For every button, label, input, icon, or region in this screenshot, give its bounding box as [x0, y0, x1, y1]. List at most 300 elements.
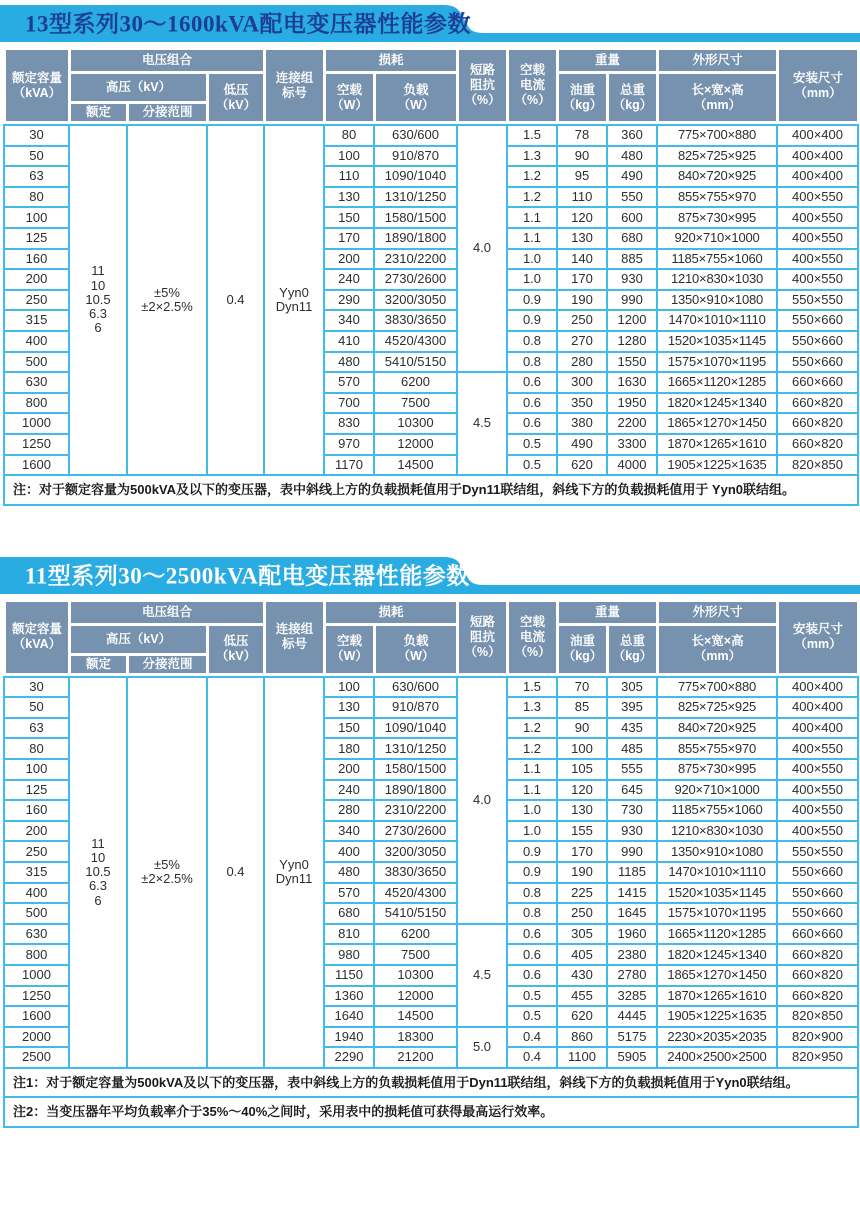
cell-conn: Yyn0 Dyn11 [264, 125, 324, 475]
header-voltage-combo: 电压组合 [70, 600, 265, 624]
cell-total: 680 [607, 228, 657, 249]
cell-load: 630/600 [374, 125, 457, 146]
cell-total: 2780 [607, 965, 657, 986]
cell-total: 1630 [607, 372, 657, 393]
cell-load: 7500 [374, 393, 457, 414]
cell-load: 6200 [374, 372, 457, 393]
cell-dims: 1865×1270×1450 [657, 965, 777, 986]
cell-current: 1.0 [507, 249, 557, 270]
cell-noload: 100 [324, 677, 374, 698]
cell-noload: 680 [324, 903, 374, 924]
cell-mount: 400×550 [777, 207, 858, 228]
cell-current: 0.6 [507, 965, 557, 986]
cell-oil: 225 [557, 883, 607, 904]
banner-13-series [0, 5, 860, 42]
header-load: 负载 （W） [375, 73, 458, 123]
cell-dims: 875×730×995 [657, 759, 777, 780]
cell-total: 885 [607, 249, 657, 270]
cell-kva: 630 [4, 372, 69, 393]
cell-kva: 315 [4, 310, 69, 331]
cell-noload: 280 [324, 800, 374, 821]
cell-load: 5410/5150 [374, 352, 457, 373]
cell-noload: 1640 [324, 1006, 374, 1027]
cell-tap: ±5% ±2×2.5% [127, 677, 207, 1068]
cell-total: 2200 [607, 413, 657, 434]
cell-kva: 315 [4, 862, 69, 883]
cell-dims: 1865×1270×1450 [657, 413, 777, 434]
cell-load: 910/870 [374, 697, 457, 718]
cell-kva: 160 [4, 249, 69, 270]
cell-dims: 775×700×880 [657, 125, 777, 146]
cell-load: 3200/3050 [374, 841, 457, 862]
cell-kva: 50 [4, 146, 69, 167]
cell-oil: 120 [557, 207, 607, 228]
cell-load: 3200/3050 [374, 290, 457, 311]
header-connection: 连接组 标号 [265, 49, 325, 123]
cell-kva: 50 [4, 697, 69, 718]
cell-load: 910/870 [374, 146, 457, 167]
cell-load: 14500 [374, 1006, 457, 1027]
cell-mount: 820×850 [777, 455, 858, 476]
cell-noload: 570 [324, 372, 374, 393]
table-section-13-series [0, 5, 860, 506]
cell-dims: 1520×1035×1145 [657, 331, 777, 352]
cell-current: 0.9 [507, 310, 557, 331]
cell-total: 550 [607, 187, 657, 208]
cell-noload: 340 [324, 310, 374, 331]
cell-noload: 480 [324, 862, 374, 883]
cell-mount: 660×820 [777, 393, 858, 414]
cell-noload: 410 [324, 331, 374, 352]
cell-kva: 30 [4, 677, 69, 698]
cell-load: 6200 [374, 924, 457, 945]
cell-total: 5905 [607, 1047, 657, 1068]
cell-kva: 160 [4, 800, 69, 821]
cell-current: 1.2 [507, 718, 557, 739]
cell-lv: 0.4 [207, 677, 264, 1068]
header-total: 总重 （kg） [608, 73, 658, 123]
cell-kva: 80 [4, 187, 69, 208]
cell-load: 630/600 [374, 677, 457, 698]
header-total: 总重 （kg） [608, 624, 658, 674]
cell-noload: 180 [324, 738, 374, 759]
cell-load: 1580/1500 [374, 759, 457, 780]
table-note: 注：对于额定容量为500kVA及以下的变压器，表中斜线上方的负载损耗值用于Dyn11联结组，斜线下方的负载损耗值用于 Yyn0联结组。 [4, 475, 858, 505]
cell-kva: 125 [4, 228, 69, 249]
cell-dims: 825×725×925 [657, 146, 777, 167]
cell-noload: 240 [324, 780, 374, 801]
cell-mount: 550×660 [777, 310, 858, 331]
cell-total: 3300 [607, 434, 657, 455]
cell-current: 0.5 [507, 986, 557, 1007]
cell-oil: 78 [557, 125, 607, 146]
cell-load: 7500 [374, 944, 457, 965]
cell-noload: 970 [324, 434, 374, 455]
cell-current: 1.2 [507, 166, 557, 187]
cell-oil: 110 [557, 187, 607, 208]
cell-load: 1310/1250 [374, 187, 457, 208]
cell-conn: Yyn0 Dyn11 [264, 677, 324, 1068]
cell-kva: 200 [4, 821, 69, 842]
cell-mount: 400×400 [777, 677, 858, 698]
cell-mount: 660×820 [777, 944, 858, 965]
cell-kva: 400 [4, 331, 69, 352]
cell-current: 0.8 [507, 331, 557, 352]
header-capacity: 额定容量 （kVA） [5, 49, 70, 123]
cell-noload: 150 [324, 718, 374, 739]
cell-oil: 270 [557, 331, 607, 352]
cell-mount: 400×550 [777, 187, 858, 208]
cell-current: 1.0 [507, 821, 557, 842]
cell-noload: 830 [324, 413, 374, 434]
cell-current: 0.8 [507, 903, 557, 924]
cell-kva: 400 [4, 883, 69, 904]
cell-load: 4520/4300 [374, 883, 457, 904]
cell-load: 1310/1250 [374, 738, 457, 759]
cell-mount: 400×550 [777, 759, 858, 780]
cell-load: 1090/1040 [374, 718, 457, 739]
cell-total: 1645 [607, 903, 657, 924]
cell-mount: 400×400 [777, 125, 858, 146]
cell-load: 2730/2600 [374, 821, 457, 842]
cell-load: 4520/4300 [374, 331, 457, 352]
note-row [4, 1068, 858, 1098]
cell-kva: 630 [4, 924, 69, 945]
cell-noload: 100 [324, 146, 374, 167]
cell-total: 645 [607, 780, 657, 801]
cell-oil: 90 [557, 146, 607, 167]
cell-current: 0.9 [507, 841, 557, 862]
cell-kva: 1000 [4, 413, 69, 434]
cell-noload: 810 [324, 924, 374, 945]
banner-11-series [0, 557, 860, 594]
cell-total: 1960 [607, 924, 657, 945]
note-row [4, 475, 858, 505]
cell-kva: 1250 [4, 434, 69, 455]
header-noload-current: 空载 电流 （%） [508, 600, 558, 674]
cell-mount: 820×900 [777, 1027, 858, 1048]
cell-noload: 1360 [324, 986, 374, 1007]
cell-oil: 70 [557, 677, 607, 698]
cell-dims: 1470×1010×1110 [657, 862, 777, 883]
cell-dims: 1870×1265×1610 [657, 434, 777, 455]
cell-total: 360 [607, 125, 657, 146]
cell-mount: 660×820 [777, 434, 858, 455]
cell-current: 0.4 [507, 1027, 557, 1048]
header-voltage-combo: 电压组合 [70, 49, 265, 73]
cell-noload: 80 [324, 125, 374, 146]
cell-dims: 775×700×880 [657, 677, 777, 698]
cell-total: 990 [607, 841, 657, 862]
cell-mount: 550×550 [777, 841, 858, 862]
cell-oil: 620 [557, 455, 607, 476]
cell-oil: 100 [557, 738, 607, 759]
header-hv-tap: 分接范围 [128, 103, 208, 123]
cell-total: 730 [607, 800, 657, 821]
cell-dims: 1210×830×1030 [657, 821, 777, 842]
cell-dims: 1665×1120×1285 [657, 924, 777, 945]
cell-current: 1.2 [507, 738, 557, 759]
cell-total: 3285 [607, 986, 657, 1007]
cell-load: 2730/2600 [374, 269, 457, 290]
cell-oil: 190 [557, 290, 607, 311]
header-hv-tap: 分接范围 [128, 654, 208, 674]
cell-total: 485 [607, 738, 657, 759]
cell-current: 0.6 [507, 944, 557, 965]
header-mount: 安装尺寸 （mm） [778, 600, 859, 674]
cell-total: 1185 [607, 862, 657, 883]
table-section-11-series [0, 557, 860, 1128]
cell-current: 0.9 [507, 290, 557, 311]
header-noload-current: 空载 电流 （%） [508, 49, 558, 123]
cell-total: 4445 [607, 1006, 657, 1027]
cell-oil: 620 [557, 1006, 607, 1027]
cell-mount: 400×550 [777, 249, 858, 270]
cell-oil: 130 [557, 228, 607, 249]
header-loss: 损耗 [325, 600, 458, 624]
table-row [4, 677, 858, 698]
cell-oil: 305 [557, 924, 607, 945]
cell-mount: 550×660 [777, 903, 858, 924]
cell-oil: 170 [557, 269, 607, 290]
cell-total: 4000 [607, 455, 657, 476]
cell-dims: 1905×1225×1635 [657, 455, 777, 476]
cell-noload: 700 [324, 393, 374, 414]
cell-load: 2310/2200 [374, 800, 457, 821]
cell-total: 600 [607, 207, 657, 228]
header-capacity: 额定容量 （kVA） [5, 600, 70, 674]
header-noload: 空载 （W） [325, 624, 375, 674]
cell-noload: 980 [324, 944, 374, 965]
table-title-13-series: 13型系列30～1600kVA配电变压器性能参数 [25, 11, 472, 37]
cell-kva: 1250 [4, 986, 69, 1007]
cell-kva: 250 [4, 290, 69, 311]
cell-oil: 155 [557, 821, 607, 842]
cell-load: 10300 [374, 413, 457, 434]
cell-dims: 1185×755×1060 [657, 249, 777, 270]
header-hv: 高压（kV） [70, 624, 208, 654]
cell-tap: ±5% ±2×2.5% [127, 125, 207, 475]
cell-mount: 550×660 [777, 331, 858, 352]
header-weight: 重量 [558, 600, 658, 624]
cell-oil: 490 [557, 434, 607, 455]
cell-mount: 820×950 [777, 1047, 858, 1068]
cell-noload: 200 [324, 249, 374, 270]
cell-noload: 170 [324, 228, 374, 249]
table-note: 注2：当变压器年平均负载率介于35%～40%之间时，采用表中的损耗值可获得最高运行效率。 [4, 1097, 858, 1127]
cell-mount: 400×550 [777, 228, 858, 249]
cell-mount: 400×550 [777, 738, 858, 759]
cell-noload: 1150 [324, 965, 374, 986]
cell-oil: 455 [557, 986, 607, 1007]
cell-oil: 1100 [557, 1047, 607, 1068]
cell-load: 1580/1500 [374, 207, 457, 228]
cell-oil: 860 [557, 1027, 607, 1048]
cell-dims: 1575×1070×1195 [657, 352, 777, 373]
cell-current: 0.6 [507, 413, 557, 434]
cell-oil: 350 [557, 393, 607, 414]
cell-kva: 1000 [4, 965, 69, 986]
cell-current: 1.3 [507, 146, 557, 167]
cell-impedance: 5.0 [457, 1027, 507, 1068]
cell-dims: 855×755×970 [657, 187, 777, 208]
cell-hv: 11 10 10.5 6.3 6 [69, 125, 127, 475]
header-lv: 低压（kV） [208, 73, 265, 123]
cell-mount: 550×660 [777, 883, 858, 904]
cell-oil: 280 [557, 352, 607, 373]
cell-kva: 800 [4, 393, 69, 414]
cell-load: 2310/2200 [374, 249, 457, 270]
cell-oil: 130 [557, 800, 607, 821]
cell-noload: 110 [324, 166, 374, 187]
cell-noload: 1170 [324, 455, 374, 476]
table-row [4, 125, 858, 146]
cell-current: 1.3 [507, 697, 557, 718]
cell-dims: 1350×910×1080 [657, 290, 777, 311]
cell-dims: 1820×1245×1340 [657, 393, 777, 414]
cell-oil: 140 [557, 249, 607, 270]
cell-oil: 85 [557, 697, 607, 718]
cell-noload: 150 [324, 207, 374, 228]
header-load: 负载 （W） [375, 624, 458, 674]
cell-current: 1.5 [507, 677, 557, 698]
cell-noload: 570 [324, 883, 374, 904]
cell-kva: 800 [4, 944, 69, 965]
cell-current: 1.5 [507, 125, 557, 146]
header-oil: 油重 （kg） [558, 73, 608, 123]
cell-total: 1950 [607, 393, 657, 414]
cell-oil: 430 [557, 965, 607, 986]
cell-dims: 920×710×1000 [657, 228, 777, 249]
cell-oil: 170 [557, 841, 607, 862]
cell-total: 990 [607, 290, 657, 311]
cell-current: 0.6 [507, 372, 557, 393]
cell-noload: 130 [324, 697, 374, 718]
cell-oil: 405 [557, 944, 607, 965]
cell-mount: 400×400 [777, 146, 858, 167]
cell-mount: 660×820 [777, 413, 858, 434]
cell-current: 0.8 [507, 883, 557, 904]
header-loss: 损耗 [325, 49, 458, 73]
cell-load: 21200 [374, 1047, 457, 1068]
note-row [4, 1097, 858, 1127]
header-mount: 安装尺寸 （mm） [778, 49, 859, 123]
cell-dims: 1870×1265×1610 [657, 986, 777, 1007]
cell-current: 0.5 [507, 1006, 557, 1027]
cell-oil: 380 [557, 413, 607, 434]
performance-table-13-header [3, 47, 860, 124]
cell-noload: 2290 [324, 1047, 374, 1068]
cell-kva: 250 [4, 841, 69, 862]
cell-mount: 550×660 [777, 352, 858, 373]
cell-current: 0.6 [507, 924, 557, 945]
cell-total: 435 [607, 718, 657, 739]
table-note: 注1：对于额定容量为500kVA及以下的变压器，表中斜线上方的负载损耗值用于Dyn11联结组，斜线下方的负载损耗值用于Yyn0联结组。 [4, 1068, 858, 1098]
cell-total: 490 [607, 166, 657, 187]
cell-noload: 480 [324, 352, 374, 373]
cell-total: 555 [607, 759, 657, 780]
cell-mount: 660×660 [777, 372, 858, 393]
header-lv: 低压（kV） [208, 624, 265, 674]
cell-dims: 855×755×970 [657, 738, 777, 759]
cell-mount: 400×550 [777, 800, 858, 821]
cell-oil: 95 [557, 166, 607, 187]
cell-current: 0.4 [507, 1047, 557, 1068]
cell-kva: 500 [4, 352, 69, 373]
table-title-11-series: 11型系列30～2500kVA配电变压器性能参数 [25, 563, 470, 589]
header-dims: 长×宽×高 （mm） [658, 624, 778, 674]
header-hv: 高压（kV） [70, 73, 208, 103]
cell-dims: 875×730×995 [657, 207, 777, 228]
cell-dims: 2230×2035×2035 [657, 1027, 777, 1048]
cell-load: 18300 [374, 1027, 457, 1048]
cell-load: 1890/1800 [374, 228, 457, 249]
cell-mount: 550×660 [777, 862, 858, 883]
header-noload: 空载 （W） [325, 73, 375, 123]
cell-total: 480 [607, 146, 657, 167]
cell-oil: 250 [557, 310, 607, 331]
cell-dims: 1820×1245×1340 [657, 944, 777, 965]
cell-load: 14500 [374, 455, 457, 476]
cell-noload: 340 [324, 821, 374, 842]
cell-current: 0.6 [507, 393, 557, 414]
cell-load: 12000 [374, 434, 457, 455]
cell-current: 1.1 [507, 228, 557, 249]
cell-current: 1.2 [507, 187, 557, 208]
cell-kva: 125 [4, 780, 69, 801]
cell-current: 0.8 [507, 352, 557, 373]
performance-table-13-body [3, 124, 859, 506]
cell-noload: 1940 [324, 1027, 374, 1048]
cell-hv: 11 10 10.5 6.3 6 [69, 677, 127, 1068]
cell-mount: 550×550 [777, 290, 858, 311]
cell-kva: 63 [4, 718, 69, 739]
cell-dims: 1185×755×1060 [657, 800, 777, 821]
cell-oil: 300 [557, 372, 607, 393]
cell-noload: 290 [324, 290, 374, 311]
cell-current: 1.0 [507, 800, 557, 821]
cell-current: 0.5 [507, 455, 557, 476]
header-hv-rated: 额定 [70, 103, 128, 123]
cell-noload: 200 [324, 759, 374, 780]
cell-total: 1415 [607, 883, 657, 904]
cell-load: 1890/1800 [374, 780, 457, 801]
cell-mount: 660×820 [777, 986, 858, 1007]
cell-dims: 2400×2500×2500 [657, 1047, 777, 1068]
cell-kva: 30 [4, 125, 69, 146]
cell-oil: 105 [557, 759, 607, 780]
cell-kva: 2000 [4, 1027, 69, 1048]
cell-load: 10300 [374, 965, 457, 986]
cell-dims: 1520×1035×1145 [657, 883, 777, 904]
cell-dims: 1905×1225×1635 [657, 1006, 777, 1027]
header-dims: 长×宽×高 （mm） [658, 73, 778, 123]
cell-oil: 90 [557, 718, 607, 739]
cell-dims: 840×720×925 [657, 718, 777, 739]
header-hv-rated: 额定 [70, 654, 128, 674]
cell-total: 5175 [607, 1027, 657, 1048]
cell-noload: 130 [324, 187, 374, 208]
cell-kva: 100 [4, 207, 69, 228]
cell-mount: 400×400 [777, 166, 858, 187]
cell-dims: 825×725×925 [657, 697, 777, 718]
cell-dims: 840×720×925 [657, 166, 777, 187]
cell-total: 395 [607, 697, 657, 718]
cell-impedance: 4.5 [457, 372, 507, 475]
header-impedance: 短路 阻抗 （%） [458, 49, 508, 123]
cell-current: 0.5 [507, 434, 557, 455]
cell-total: 1280 [607, 331, 657, 352]
